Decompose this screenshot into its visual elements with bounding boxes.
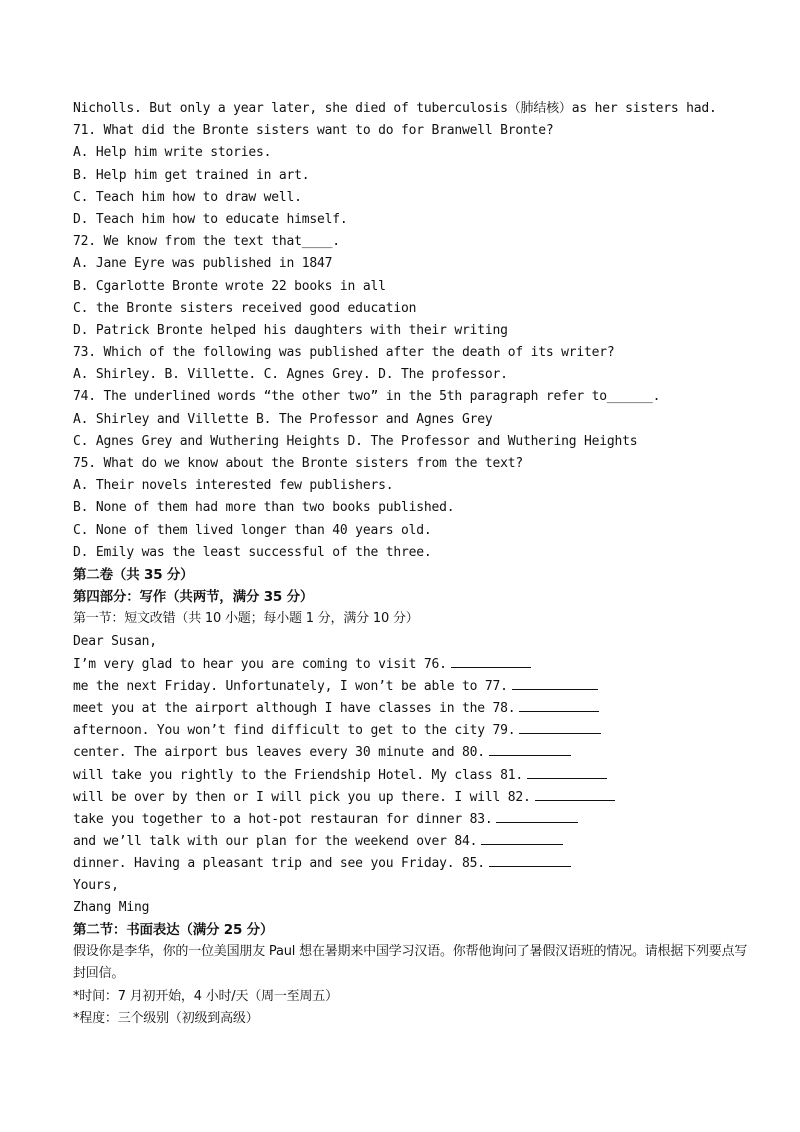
letter-line — [73, 675, 760, 697]
option: C. the Bronte sisters received good education — [73, 300, 417, 316]
letter-line — [73, 719, 760, 741]
option: A. Help him write stories. — [73, 145, 272, 161]
letter-line — [73, 697, 760, 719]
option: A. Shirley. B. Villette. C. Agnes Grey. D. The professor. — [73, 367, 508, 383]
answer-blank-79[interactable] — [519, 719, 601, 734]
letter-greeting: Dear Susan, — [73, 633, 157, 649]
letter-line-text: me the next Friday. Unfortunately, I won’t be able to 77. — [73, 678, 508, 694]
letter-line — [73, 852, 760, 874]
answer-blank-84[interactable] — [481, 830, 563, 845]
point-time: *时间：7 月初开始，4 小时/天（周一至周五） — [73, 988, 338, 1004]
question-stem: 73. Which of the following was published after the death of its writer? — [73, 345, 615, 361]
question-stem: 75. What do we know about the Bronte sisters from the text? — [73, 456, 523, 471]
letter-closing: Yours, — [73, 877, 119, 893]
question-73 — [73, 342, 760, 386]
letter-line-text: I’m very glad to hear you are coming to visit 76. — [73, 656, 447, 672]
passage-end: Nicholls. But only a year later, she died of tuberculosis（肺结核）as her sisters had. — [73, 101, 717, 116]
question-71 — [73, 120, 760, 231]
letter-line-text: take you together to a hot-pot restauran for dinner 83. — [73, 812, 493, 827]
option: D. Emily was the least successful of the three. — [73, 544, 432, 560]
letter-line — [73, 786, 760, 808]
point-level: *程度：三个级别（初级到高级） — [73, 1010, 259, 1026]
option: B. None of them had more than two books published. — [73, 500, 455, 516]
letter — [73, 631, 760, 919]
letter-line-text: will take you rightly to the Friendship Hotel. My class 81. — [73, 767, 523, 783]
option: C. None of them lived longer than 40 years old. — [73, 522, 432, 538]
question-stem: 74. The underlined words “the other two” in the 5th paragraph refer to______. — [73, 389, 661, 405]
section1-title: 第一节：短文改错（共 10 小题；每小题 1 分，满分 10 分） — [73, 611, 419, 627]
answer-blank-82[interactable] — [535, 786, 615, 801]
option: D. Teach him how to educate himself. — [73, 211, 348, 227]
option: A. Their novels interested few publishers. — [73, 478, 394, 494]
letter-line-text: afternoon. You won’t find difficult to get to the city 79. — [73, 723, 516, 739]
option: C. Teach him how to draw well. — [73, 189, 302, 205]
part2-title: 第二卷（共 35 分） — [73, 566, 194, 583]
answer-blank-83[interactable] — [496, 808, 578, 823]
letter-line — [73, 808, 760, 830]
document-content — [73, 98, 760, 1030]
letter-line — [73, 741, 760, 763]
part4-title: 第四部分：写作（共两节，满分 35 分） — [73, 589, 314, 606]
letter-line-text: meet you at the airport although I have classes in the 78. — [73, 701, 516, 717]
letter-line-text: dinner. Having a pleasant trip and see you Friday. 85. — [73, 856, 485, 872]
answer-blank-85[interactable] — [489, 852, 571, 867]
question-72 — [73, 231, 760, 342]
answer-blank-77[interactable] — [512, 675, 598, 690]
option: A. Jane Eyre was published in 1847 — [73, 256, 333, 272]
section2-title: 第二节：书面表达（满分 25 分） — [73, 921, 274, 938]
option: B. Help him get trained in art. — [73, 167, 310, 183]
letter-line-text: and we’ll talk with our plan for the weekend over 84. — [73, 834, 478, 850]
option: A. Shirley and Villette B. The Professor and Agnes Grey — [73, 411, 493, 427]
answer-blank-80[interactable] — [489, 741, 571, 756]
letter-line — [73, 764, 760, 786]
option: B. Cgarlotte Bronte wrote 22 books in all — [73, 278, 386, 294]
answer-blank-81[interactable] — [527, 764, 607, 779]
answer-blank-78[interactable] — [519, 697, 599, 712]
section2-prompt: 假设你是李华，你的一位美国朋友 Paul 想在暑期来中国学习汉语。你帮他询问了暑假汉语班的情况。请根据下列要点写封回信。 — [73, 944, 748, 982]
question-74 — [73, 386, 760, 453]
letter-signature: Zhang Ming — [73, 899, 150, 915]
option: D. Patrick Bronte helped his daughters with their writing — [73, 322, 508, 338]
letter-line-text: will be over by then or I will pick you up there. I will 82. — [73, 789, 531, 805]
question-stem: 72. We know from the text that____. — [73, 234, 340, 250]
letter-line — [73, 830, 760, 852]
question-stem: 71. What did the Bronte sisters want to do for Branwell Bronte? — [73, 123, 554, 139]
letter-line-text: center. The airport bus leaves every 30 minute and 80. — [73, 745, 485, 761]
question-75 — [73, 453, 760, 564]
letter-line — [73, 653, 760, 675]
answer-blank-76[interactable] — [451, 653, 531, 668]
option: C. Agnes Grey and Wuthering Heights D. The Professor and Wuthering Heights — [73, 433, 638, 449]
